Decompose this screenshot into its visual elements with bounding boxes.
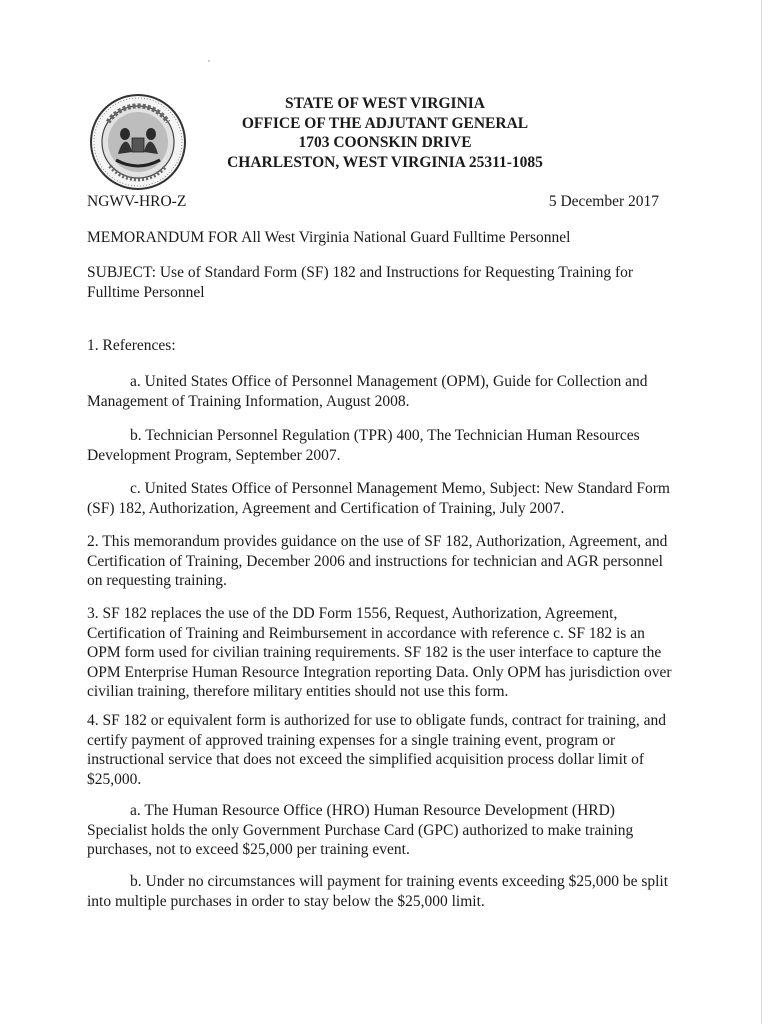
scan-speck bbox=[208, 60, 210, 62]
memo-date: 5 December 2017 bbox=[548, 193, 659, 210]
paragraph-4a: a. The Human Resource Office (HRO) Human Resource Development (HRD) Specialist holds the only Government Purchase Card (GPC) authorized to make training purchases, not to exceed $25,000 per training event. bbox=[87, 802, 634, 858]
paragraph-2: 2. This memorandum provides guidance on the use of SF 182, Authorization, Agreement, and Certification of Training, December 2006 and instructions for technician and AGR personnel on requesting training. bbox=[87, 533, 668, 589]
scan-edge-line bbox=[761, 0, 762, 1024]
letterhead-street: 1703 COONSKIN DRIVE bbox=[298, 134, 472, 151]
paragraph-3: 3. SF 182 replaces the use of the DD Form 1556, Request, Authorization, Agreement, Certification of Training and Reimbursement in accordance with reference c. SF 182 is an OPM form used for civilian training requirements. SF 182 is the user interface to capture the OPM Enterprise Human Resource Integration reporting Data. Only OPM has jurisdiction over civilian training, therefore military entities should not use this form. bbox=[87, 605, 672, 700]
reference-b: b. Technician Personnel Regulation (TPR) 400, The Technician Human Resources Development Program, September 2007. bbox=[87, 427, 640, 464]
letterhead-office: OFFICE OF THE ADJUTANT GENERAL bbox=[241, 114, 529, 132]
letterhead-state: STATE OF WEST VIRGINIA bbox=[285, 95, 485, 112]
letterhead bbox=[200, 94, 570, 172]
office-symbol: NGWV-HRO-Z bbox=[87, 193, 187, 210]
reference-a: a. United States Office of Personnel Management (OPM), Guide for Collection and Management of Training Information, August 2008. bbox=[87, 373, 648, 410]
memo-for-line: MEMORANDUM FOR All West Virginia National Guard Fulltime Personnel bbox=[87, 229, 571, 246]
paragraph-4: 4. SF 182 or equivalent form is authorized for use to obligate funds, contract for training, and certify payment of approved training expenses for a single training event, program or instructional service that does not exceed the simplified acquisition process dollar limit of $25,000. bbox=[87, 712, 666, 788]
references-heading: 1. References: bbox=[87, 337, 176, 354]
state-seal-logo bbox=[88, 92, 188, 192]
letterhead-city: CHARLESTON, WEST VIRGINIA 25311-1085 bbox=[227, 153, 543, 171]
paragraph-4b: b. Under no circumstances will payment for training events exceeding $25,000 be split into multiple purchases in order to stay below the $25,000 limit. bbox=[87, 873, 669, 910]
reference-c: c. United States Office of Personnel Management Memo, Subject: New Standard Form (SF) 182, Authorization, Agreement and Certification of Training, July 2007. bbox=[87, 480, 670, 517]
subject-line: SUBJECT: Use of Standard Form (SF) 182 and Instructions for Requesting Training for Fulltime Personnel bbox=[87, 264, 634, 301]
